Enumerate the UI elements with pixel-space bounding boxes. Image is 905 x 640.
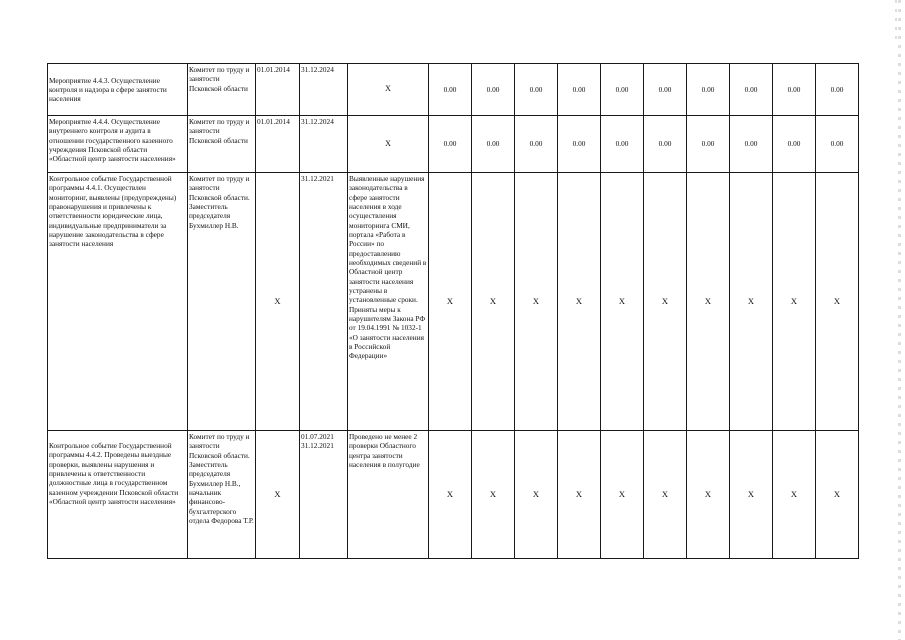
end-date: 31.12.2021: [300, 173, 348, 431]
scan-edge-artifact: [898, 0, 901, 640]
value-cell: Х: [429, 173, 472, 431]
value-cell: 0.00: [730, 64, 773, 116]
start-date: Х: [256, 431, 300, 559]
value-cell: Х: [644, 431, 687, 559]
value-cell: Х: [472, 173, 515, 431]
value-cell: Х: [730, 173, 773, 431]
scan-edge-artifact-top: [895, 0, 897, 40]
table-row: [48, 116, 859, 173]
value-cell: Х: [687, 431, 730, 559]
start-date: 01.01.2014: [256, 116, 300, 173]
control-event-name: Контрольное событие Государственной программы 4.4.1. Осуществлен мониторинг, выявлены (предупреждены) правонарушения и привлечены к ответственности юридические лица, индивидуальные предприниматели за нарушение законодательства в сфере занятости населения: [48, 173, 188, 431]
value-cell: 0.00: [773, 64, 816, 116]
value-cell: 0.00: [644, 64, 687, 116]
start-date: 01.01.2014: [256, 64, 300, 116]
value-cell: 0.00: [816, 116, 859, 173]
value-cell: Х: [730, 431, 773, 559]
value-cell: Х: [429, 431, 472, 559]
activity-name: Мероприятие 4.4.4. Осуществление внутреннего контроля и аудита в отношении государственного казенного учреждения Псковской области «Областной центр занятости населения»: [48, 116, 188, 173]
value-cell: 0.00: [687, 64, 730, 116]
value-cell: 0.00: [601, 64, 644, 116]
result: Х: [348, 116, 429, 173]
table-row: [48, 173, 859, 431]
value-cell: 0.00: [687, 116, 730, 173]
value-cell: Х: [558, 431, 601, 559]
value-cell: Х: [515, 173, 558, 431]
executor: Комитет по труду и занятости Псковской области: [188, 64, 256, 116]
value-cell: 0.00: [644, 116, 687, 173]
value-cell: Х: [601, 173, 644, 431]
end-date: 01.07.2021 31.12.2021: [300, 431, 348, 559]
end-date: 31.12.2024: [300, 116, 348, 173]
value-cell: 0.00: [429, 64, 472, 116]
value-cell: Х: [558, 173, 601, 431]
value-cell: Х: [515, 431, 558, 559]
value-cell: 0.00: [558, 64, 601, 116]
value-cell: 0.00: [558, 116, 601, 173]
value-cell: 0.00: [773, 116, 816, 173]
value-cell: Х: [472, 431, 515, 559]
value-cell: Х: [816, 431, 859, 559]
value-cell: Х: [687, 173, 730, 431]
result: Проведено не менее 2 проверки Областного центра занятости населения в полугодие: [348, 431, 429, 559]
result: Выявленные нарушения законодательства в сфере занятости населения в ходе осуществления мониторинга СМИ, портала «Работа в России» по предоставлению необходимых сведений в Областной центр занятости населения устранены в установленные сроки. Приняты меры к нарушителям Закона РФ от 19.04.1991 № 1032-1 «О занятости населения в Российской Федерации»: [348, 173, 429, 431]
start-date: Х: [256, 173, 300, 431]
value-cell: Х: [644, 173, 687, 431]
executor: Комитет по труду и занятости Псковской области: [188, 116, 256, 173]
value-cell: 0.00: [472, 116, 515, 173]
value-cell: Х: [601, 431, 644, 559]
value-cell: 0.00: [515, 116, 558, 173]
value-cell: Х: [773, 173, 816, 431]
value-cell: 0.00: [730, 116, 773, 173]
executor: Комитет по труду и занятости Псковской области. Заместитель председателя Бухмиллер Н.В., начальник финансово-бухгалтерского отдела Федорова Т.Р.: [188, 431, 256, 559]
end-date: 31.12.2024: [300, 64, 348, 116]
value-cell: 0.00: [429, 116, 472, 173]
value-cell: 0.00: [515, 64, 558, 116]
result: Х: [348, 64, 429, 116]
value-cell: 0.00: [472, 64, 515, 116]
table-row: [48, 64, 859, 116]
value-cell: 0.00: [816, 64, 859, 116]
value-cell: Х: [773, 431, 816, 559]
value-cell: Х: [816, 173, 859, 431]
value-cell: 0.00: [601, 116, 644, 173]
program-table: [47, 63, 859, 559]
activity-name: Мероприятие 4.4.3. Осуществление контроля и надзора в сфере занятости населения: [48, 64, 188, 116]
table-row: [48, 431, 859, 559]
executor: Комитет по труду и занятости Псковской области. Заместитель председателя Бухмиллер Н.В.: [188, 173, 256, 431]
control-event-name: Контрольное событие Государственной программы 4.4.2. Проведены выездные проверки, выявлены нарушения и привлечены к ответственности должностные лица в государственном казенном учреждении Псковской области «Областной центр занятости населения»: [48, 431, 188, 559]
